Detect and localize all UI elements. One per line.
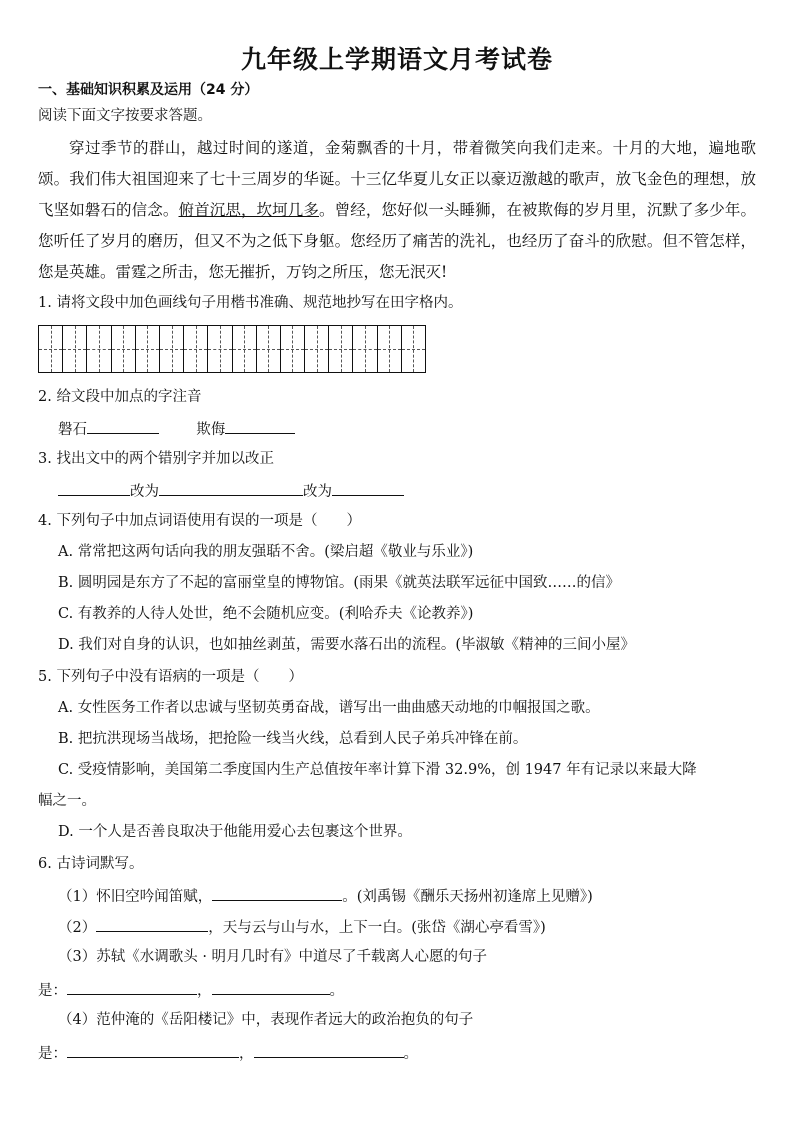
q6-3-period: 。 <box>329 983 344 999</box>
q6-3-is-label: 是： <box>38 983 67 999</box>
q6-3-blank-1[interactable] <box>67 979 197 995</box>
q6-item-2 <box>58 916 546 938</box>
q4-option-c[interactable]: C. 有教养的人待人处世，绝不会随机应变。(利哈乔夫《论教养》) <box>58 606 474 622</box>
q3-correct-blank-2[interactable] <box>332 480 404 496</box>
q2-answer-blank-2[interactable] <box>225 418 295 434</box>
instruction-text: 阅读下面文字按要求答题。 <box>38 108 212 124</box>
question-6: 6. 古诗词默写。 <box>38 856 144 872</box>
q3-wrong-blank-1[interactable] <box>58 480 130 496</box>
q6-4-blank-1[interactable] <box>67 1042 239 1058</box>
question-5: 5. 下列句子中没有语病的一项是（ ） <box>38 669 303 685</box>
q6-item-4-answers <box>38 1042 418 1064</box>
grid-cell[interactable] <box>159 326 183 372</box>
q3-label-1: 改为 <box>130 484 159 500</box>
q6-item-4: （4）范仲淹的《岳阳楼记》中，表现作者远大的政治抱负的句子 <box>58 1012 474 1028</box>
q5-option-d[interactable]: D. 一个人是否善良取决于他能用爱心去包裹这个世界。 <box>58 824 412 840</box>
q3-correct-blank-1[interactable] <box>159 480 303 496</box>
q6-4-blank-2[interactable] <box>254 1042 404 1058</box>
q6-2-source: ，天与云与山与水，上下一白。(张岱《湖心亭看雪》) <box>208 920 546 936</box>
q5-option-c-continued: 幅之一。 <box>38 793 96 809</box>
reading-passage <box>38 133 756 288</box>
q6-3-comma: ， <box>197 983 212 999</box>
question-3-answers <box>58 480 404 502</box>
q2-item-1: 磐石 <box>58 422 87 438</box>
question-2: 2. 给文段中加点的字注音 <box>38 389 202 405</box>
grid-cell[interactable] <box>232 326 256 372</box>
q3-label-2: 改为 <box>303 484 332 500</box>
passage-underlined-sentence: 俯首沉思，坎坷几多 <box>178 201 319 219</box>
q6-3-blank-2[interactable] <box>212 979 330 995</box>
question-1: 1. 请将文段中加色画线句子用楷书准确、规范地抄写在田字格内。 <box>38 295 463 311</box>
q6-4-comma: ， <box>239 1046 254 1062</box>
grid-cell[interactable] <box>86 326 110 372</box>
q6-item-3: （3）苏轼《水调歌头 · 明月几时有》中道尽了千载离人心愿的句子 <box>58 949 488 965</box>
q4-option-d[interactable]: D. 我们对自身的认识，也如抽丝剥茧，需要水落石出的流程。(毕淑敏《精神的三间小屋》 <box>58 637 635 653</box>
q2-item-2: 欺侮 <box>196 422 226 438</box>
question-4: 4. 下列句子中加点词语使用有误的一项是（ ） <box>38 513 361 529</box>
grid-cell[interactable] <box>39 326 62 372</box>
grid-cell[interactable] <box>328 326 352 372</box>
grid-cell[interactable] <box>280 326 304 372</box>
question-2-answers <box>58 418 295 440</box>
grid-cell[interactable] <box>135 326 159 372</box>
q6-item-3-answers <box>38 979 344 1001</box>
tianzige-grid[interactable] <box>38 325 426 373</box>
grid-cell[interactable] <box>111 326 135 372</box>
q6-1-text: （1）怀旧空吟闻笛赋， <box>58 889 213 905</box>
section-heading: 一、基础知识积累及运用（24 分） <box>38 82 259 98</box>
q6-4-is-label: 是： <box>38 1046 67 1062</box>
grid-cell[interactable] <box>256 326 280 372</box>
grid-cell[interactable] <box>183 326 207 372</box>
page-title: 九年级上学期语文月考试卷 <box>240 45 553 74</box>
q6-1-blank[interactable] <box>212 885 342 901</box>
grid-cell[interactable] <box>352 326 376 372</box>
q6-2-text: （2） <box>58 920 97 936</box>
q5-option-a[interactable]: A. 女性医务工作者以忠诚与坚韧英勇奋战，谱写出一曲曲感天动地的巾帼报国之歌。 <box>58 700 600 716</box>
q5-option-b[interactable]: B. 把抗洪现场当战场，把抢险一线当火线，总看到人民子弟兵冲锋在前。 <box>58 731 528 747</box>
passage-text-after: 。曾经，您好似一头睡狮，在被欺侮的岁月里，沉默了多少年。您听任了岁月的磨历，但又不为之低下身躯。您经历了痛苦的洗礼，也经历了奋斗的欣慰。但不管怎样，您是英雄。雷霆之所击，您无摧折，万钧之所压，您无泯灭! <box>38 201 756 281</box>
q4-option-b[interactable]: B. 圆明园是东方了不起的富丽堂皇的博物馆。(雨果《就英法联军远征中国致……的信》 <box>58 575 621 591</box>
grid-cell[interactable] <box>207 326 231 372</box>
q4-option-a[interactable]: A. 常常把这两句话向我的朋友强聒不舍。(梁启超《敬业与乐业》) <box>58 544 474 560</box>
passage-text-before: 穿过季节的群山，越过时间的遂道，金菊飘香的十月，带着微笑向我们走来。十月的大地，遍地歌颂。我们伟大祖国迎来了七十三周岁的华诞。十三亿华夏儿女正以豪迈激越的歌声，放飞金色的理想，放飞坚如磐石的信念。 <box>38 139 756 219</box>
question-3: 3. 找出文中的两个错别字并加以改正 <box>38 451 274 467</box>
q6-2-blank[interactable] <box>96 916 208 932</box>
q6-item-1 <box>58 885 593 907</box>
grid-cell[interactable] <box>377 326 401 372</box>
q5-option-c[interactable]: C. 受疫情影响，美国第二季度国内生产总值按年率计算下滑 32.9%，创 1947 年有记录以来最大降 <box>58 762 697 778</box>
q6-4-period: 。 <box>403 1046 418 1062</box>
grid-cell[interactable] <box>401 326 425 372</box>
grid-cell[interactable] <box>62 326 86 372</box>
q6-1-source: 。(刘禹锡《酬乐天扬州初逢席上见赠》) <box>342 889 593 905</box>
q2-answer-blank-1[interactable] <box>87 418 159 434</box>
grid-cell[interactable] <box>304 326 328 372</box>
